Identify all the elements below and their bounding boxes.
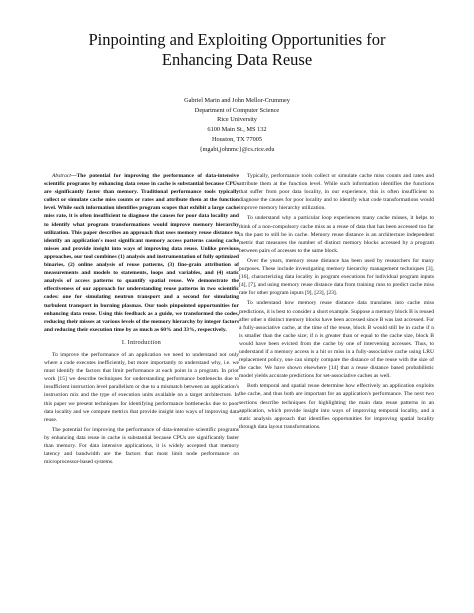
body-paragraph-2: To understand why a particular loop experiences many cache misses, it helps to think of a non-compulsory cache miss as a reuse of data that has been accessed too far in the past to still be in cache. Memory reuse distance is an architecture independent metric that measures the number of distinct memory blocks accessed by a program between pairs of accesses to the same block. — [239, 215, 434, 254]
body-paragraph-4: To understand how memory reuse distance data translates into cache miss predictions, it is best to consider a short example. Suppose a memory block B is reused after other n distinct memory blocks have been accessed since B was last accessed. For a fully-associative cache, at the time of the reuse, block B would still be in cache if n is smaller than the cache size; if n is greater than or equal to the cache size, block B would have been evicted from the cache by one of intervening accesses. Thus, to understand if a memory access is a hit or miss in a fully-associative cache using LRU replacement policy, one can simply compare the distance of the reuse with the size of the cache. We have shown elsewhere [14] that a reuse distance based probabilistic model yields accurate predictions for set-associative caches as well. — [239, 300, 434, 380]
intro-paragraph-2: The potential for improving the performance of data-intensive scientific programs by enhancing data reuse in cache is substantial because CPUs are significantly faster than memory. For data intensive applications, it is widely accepted that memory latency and bandwidth are the factors that most limit node performance on microprocessor-based systems. — [44, 426, 239, 466]
address-city: Houston, TX 77005 — [211, 135, 263, 143]
right-column — [239, 172, 434, 431]
abstract-lead: Abstract — [52, 173, 71, 179]
abstract — [44, 172, 239, 334]
body-paragraph-1: Typically, performance tools collect or simulate cache miss counts and rates and attribute them at the function level. While such information identifies the functions that suffer from poor data locality, in our experience, this is often insufficient to diagnose the causes for poor locality and to identify what code transformations would improve memory hierarchy utilization. — [239, 173, 434, 212]
address-street: 6100 Main St., MS 132 — [207, 126, 267, 134]
affiliation-department: Department of Computer Science — [194, 106, 280, 114]
paper-title — [0, 30, 474, 70]
title-line-1: Pinpointing and Exploiting Opportunities for — [88, 30, 386, 49]
intro-paragraph-1: To improve the performance of an application we need to understand not only where a code executes inefficiently, but more importantly to understand why, i.e. we must identify the factors that limit performance at each point in a program. In prior work [15] we describe techniques for understanding performance bottlenecks due to insufficient instruction level parallelism or due to a mismatch between an application's instruction mix and the type of execution units available on a target architecture. In this paper we present techniques for identifying performance bottlenecks due to poor data locality and we compute metrics that provide insight into ways of improving data reuse. — [44, 351, 239, 423]
author-block — [0, 96, 474, 154]
left-column — [44, 172, 239, 466]
author-email: {mgabi,johnmc}@cs.rice.edu — [199, 145, 275, 153]
body-paragraph-3: Over the years, memory reuse distance has been used by researchers for many purposes. These include investigating memory hierarchy management techniques [3], [16], characterizing data locality in program executions for individual program inputs [4], [7], and using memory reuse distance data from training runs to predict cache miss rate for other program inputs [9], [23], [23]. — [239, 257, 434, 297]
title-line-2: Enhancing Data Reuse — [161, 50, 313, 69]
body-paragraph-5: Both temporal and spatial reuse determine how effectively an application exploits the cache, and thus both are important for an application's performance. The next two sections describe techniques for highlighting the main data reuse patterns in an application, which provide insight into ways of improving temporal locality, and a static analysis approach that identifies opportunities for improving spatial locality through data layout transformations. — [239, 383, 434, 430]
section-heading-introduction: I. Introduction — [121, 339, 162, 346]
affiliation-university: Rice University — [217, 116, 257, 124]
author-names: Gabriel Marin and John Mellor-Crummey — [184, 97, 290, 104]
abstract-text: —The potential for improving the performance of data-intensive scientific programs by enhancing data reuse in cache is substantial because CPUs are significantly faster than memory. Traditional performance tools typically collect or simulate cache miss counts or rates and attribute them at the function level. While such information identifies program scopes that exhibit a large cache miss rate, it is often insufficient to diagnose the causes for poor data locality and to identify what program transformations would improve memory hierarchy utilization. This paper describes an approach that uses memory reuse distance to identify an application's most significant memory access patterns causing cache misses and provide insight into ways of improving data reuse. Unlike previous approaches, our tool combines (1) analysis and instrumentation of fully optimized binaries, (2) online analysis of reuse patterns, (3) fine-grain attribution of measurements and models to statements, loops and variables, and (4) static analysis of access patterns to quantify spatial reuse. We demonstrate the effectiveness of our approach for understanding reuse patterns in two scientific codes: one for simulating neutron transport and a second for simulating turbulent transport in burning plasmas. Our tools pinpointed opportunities for enhancing data reuse. Using this feedback as a guide, we transformed the codes, reducing their misses at various levels of the memory hierarchy by integer factors and reducing their execution time by as much as 60% and 33%, respectively. — [44, 173, 239, 333]
